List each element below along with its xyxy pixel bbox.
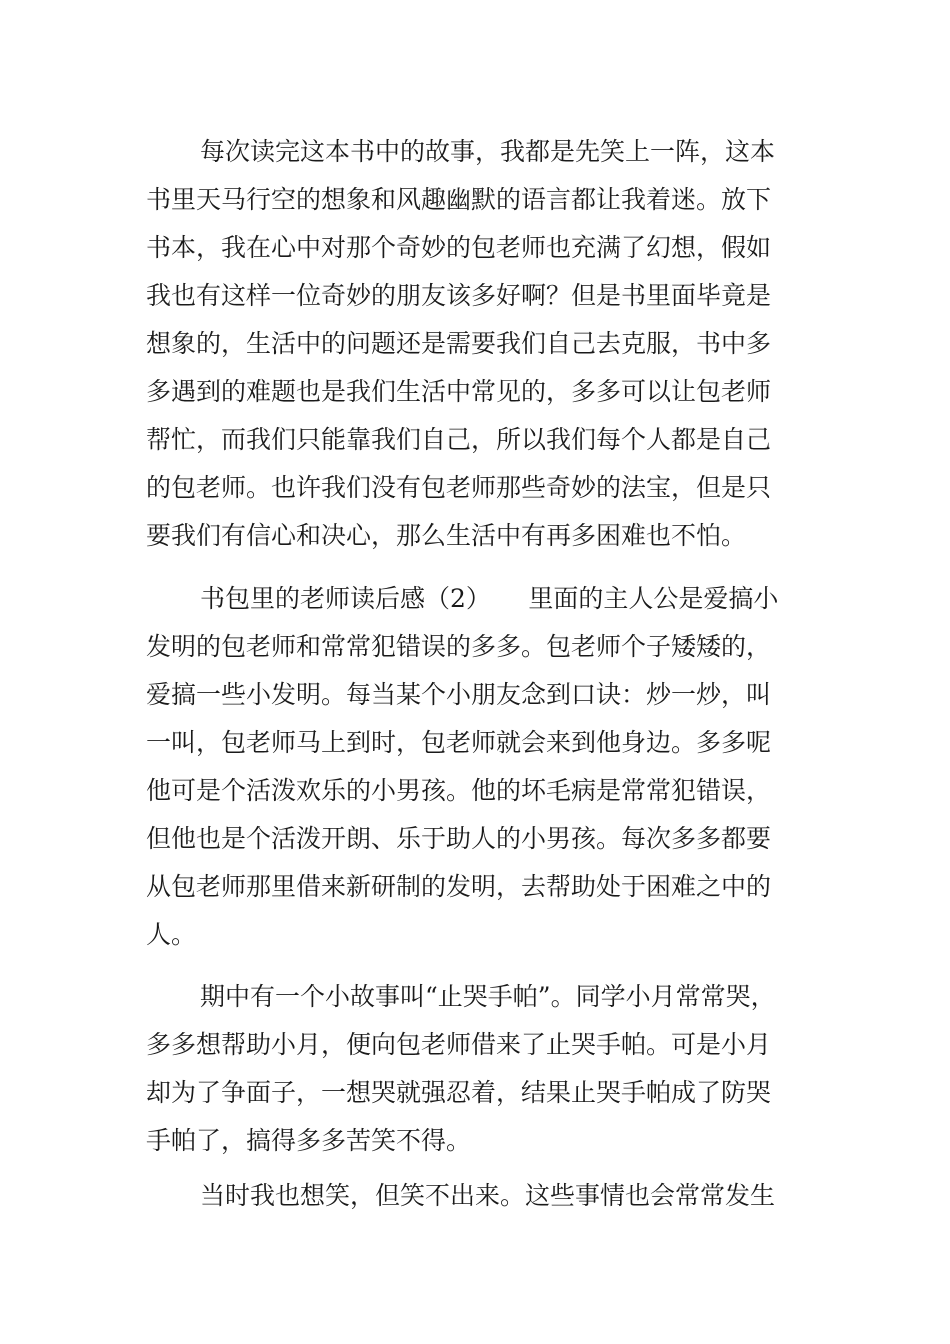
text-line: 的包老师。也许我们没有包老师那些奇妙的法宝，但是只 — [146, 473, 772, 502]
text-line: 帮忙，而我们只能靠我们自己，所以我们每个人都是自己 — [146, 425, 772, 454]
text-line: 当时我也想笑，但笑不出来。这些事情也会常常发生 — [200, 1181, 776, 1210]
text-line: 多多想帮助小月，便向包老师借来了止哭手帕。可是小月 — [146, 1030, 772, 1059]
text-line: 我也有这样一位奇妙的朋友该多好啊？但是书里面毕竟是 — [146, 281, 772, 310]
text-line: 却为了争面子，一想哭就强忍着，结果止哭手帕成了防哭 — [146, 1078, 772, 1107]
text-line: 书包里的老师读后感（2） 里面的主人公是爱搞小 — [200, 584, 779, 613]
text-line: 期中有一个小故事叫“止哭手帕”。同学小月常常哭， — [200, 982, 776, 1011]
text-line: 一叫，包老师马上到时，包老师就会来到他身边。多多呢 — [146, 728, 772, 757]
text-line: 要我们有信心和决心，那么生活中有再多困难也不怕。 — [146, 521, 747, 550]
text-line: 发明的包老师和常常犯错误的多多。包老师个子矮矮的， — [146, 632, 772, 661]
text-line: 但他也是个活泼开朗、乐于助人的小男孩。每次多多都要 — [146, 824, 772, 853]
text-line: 爱搞一些小发明。每当某个小朋友念到口诀：炒一炒，叫 — [146, 680, 772, 709]
text-line: 每次读完这本书中的故事，我都是先笑上一阵，这本 — [200, 137, 776, 166]
text-line: 他可是个活泼欢乐的小男孩。他的坏毛病是常常犯错误， — [146, 776, 772, 805]
text-line: 手帕了，搞得多多苦笑不得。 — [146, 1126, 472, 1155]
text-line: 人。 — [146, 920, 197, 949]
text-line: 从包老师那里借来新研制的发明，去帮助处于困难之中的 — [146, 872, 772, 901]
text-line: 书里天马行空的想象和风趣幽默的语言都让我着迷。放下 — [146, 185, 772, 214]
text-line: 想象的，生活中的问题还是需要我们自己去克服，书中多 — [146, 329, 772, 358]
text-line: 多遇到的难题也是我们生活中常见的，多多可以让包老师 — [146, 377, 772, 406]
text-line: 书本，我在心中对那个奇妙的包老师也充满了幻想，假如 — [146, 233, 772, 262]
